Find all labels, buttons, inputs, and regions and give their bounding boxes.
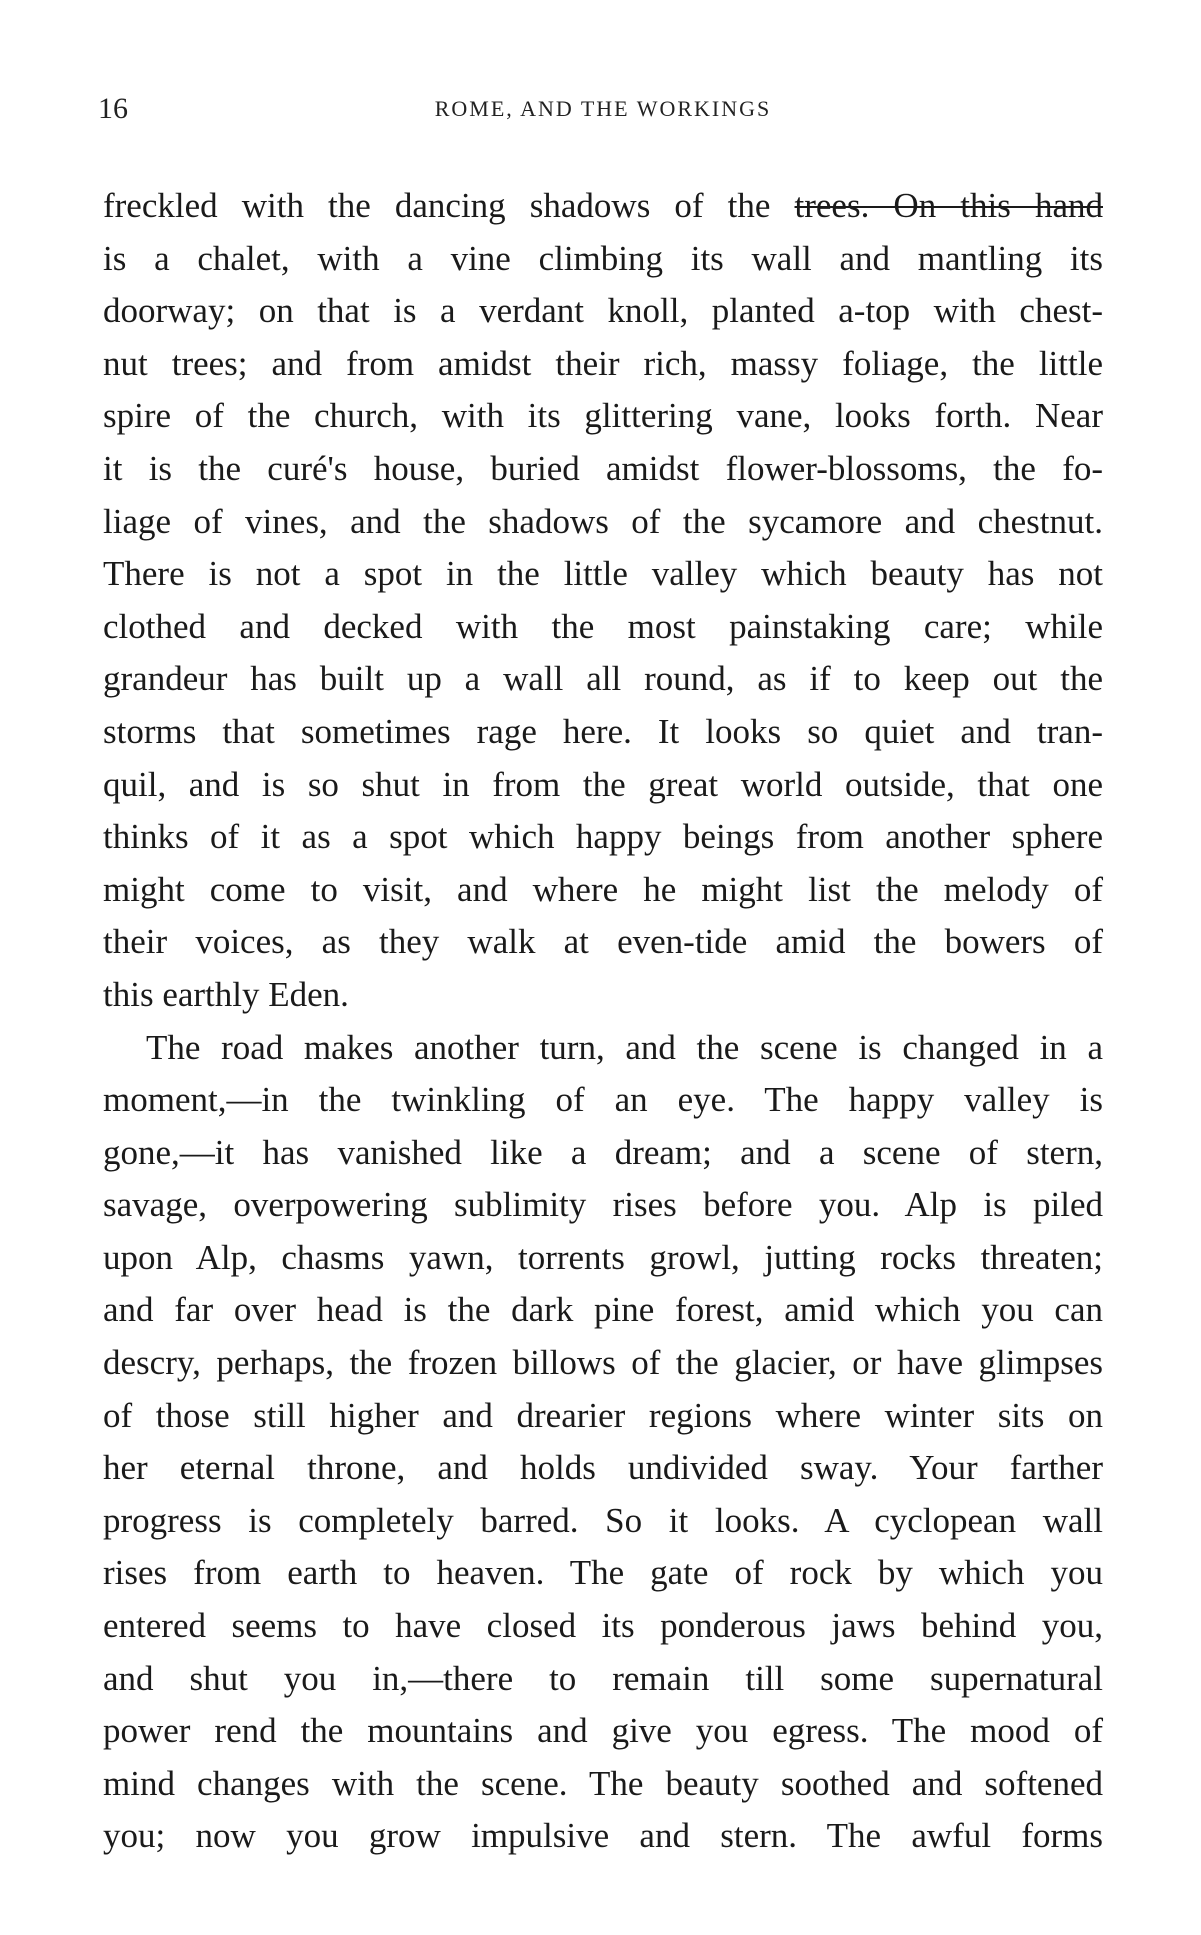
text-line: doorway; on that is a verdant knoll, planted a-top with chest- bbox=[103, 291, 1103, 331]
struck-text: trees. On this hand bbox=[794, 186, 1103, 225]
text-line: spire of the church, with its glittering vane, looks forth. Near bbox=[103, 396, 1103, 436]
body-text bbox=[103, 180, 1103, 1863]
text-line: storms that sometimes rage here. It looks so quiet and tran- bbox=[103, 711, 1103, 751]
text-line: and shut you in,—there to remain till some supernatural bbox=[103, 1658, 1103, 1698]
text-line: savage, overpowering sublimity rises before you. Alp is piled bbox=[103, 1185, 1103, 1225]
text-line: this earthly Eden. bbox=[103, 974, 349, 1014]
text-line: entered seems to have closed its ponderous jaws behind you, bbox=[103, 1606, 1103, 1646]
text-line: her eternal throne, and holds undivided sway. Your farther bbox=[103, 1448, 1103, 1488]
text-line: mind changes with the scene. The beauty soothed and softened bbox=[103, 1763, 1103, 1803]
text-line: clothed and decked with the most painstaking care; while bbox=[103, 606, 1103, 646]
text-line: grandeur has built up a wall all round, as if to keep out the bbox=[103, 659, 1103, 699]
page-number: 16 bbox=[98, 92, 128, 125]
text-line: moment,—in the twinkling of an eye. The happy valley is bbox=[103, 1080, 1103, 1120]
text-line: There is not a spot in the little valley which beauty has not bbox=[103, 554, 1103, 594]
text-line bbox=[103, 180, 1103, 233]
text-line: of those still higher and drearier regions where winter sits on bbox=[103, 1395, 1103, 1435]
text-line: nut trees; and from amidst their rich, massy foliage, the little bbox=[103, 343, 1103, 383]
text-line: you; now you grow impulsive and stern. The awful forms bbox=[103, 1816, 1103, 1856]
text-line-content: freckled with the dancing shadows of the bbox=[103, 186, 795, 225]
text-line: liage of vines, and the shadows of the sycamore and chestnut. bbox=[103, 501, 1103, 541]
text-line: might come to visit, and where he might list the melody of bbox=[103, 869, 1103, 909]
running-title: ROME, AND THE WORKINGS bbox=[434, 96, 772, 121]
text-line: upon Alp, chasms yawn, torrents growl, jutting rocks threaten; bbox=[103, 1237, 1103, 1277]
text-line: their voices, as they walk at even-tide amid the bowers of bbox=[103, 922, 1103, 962]
text-line: The road makes another turn, and the scene is changed in a bbox=[146, 1027, 1103, 1067]
running-head bbox=[98, 92, 1108, 132]
text-line: quil, and is so shut in from the great world outside, that one bbox=[103, 764, 1103, 804]
text-line: thinks of it as a spot which happy beings from another sphere bbox=[103, 817, 1103, 857]
text-line: rises from earth to heaven. The gate of rock by which you bbox=[103, 1553, 1103, 1593]
text-line: power rend the mountains and give you egress. The mood of bbox=[103, 1711, 1103, 1751]
text-line: gone,—it has vanished like a dream; and a scene of stern, bbox=[103, 1132, 1103, 1172]
text-line: progress is completely barred. So it looks. A cyclopean wall bbox=[103, 1500, 1103, 1540]
text-line: and far over head is the dark pine forest, amid which you can bbox=[103, 1290, 1103, 1330]
text-line: descry, perhaps, the frozen billows of the glacier, or have glimpses bbox=[103, 1343, 1103, 1383]
text-line: is a chalet, with a vine climbing its wall and mantling its bbox=[103, 238, 1103, 278]
text-line: it is the curé's house, buried amidst flower-blossoms, the fo- bbox=[103, 448, 1103, 488]
